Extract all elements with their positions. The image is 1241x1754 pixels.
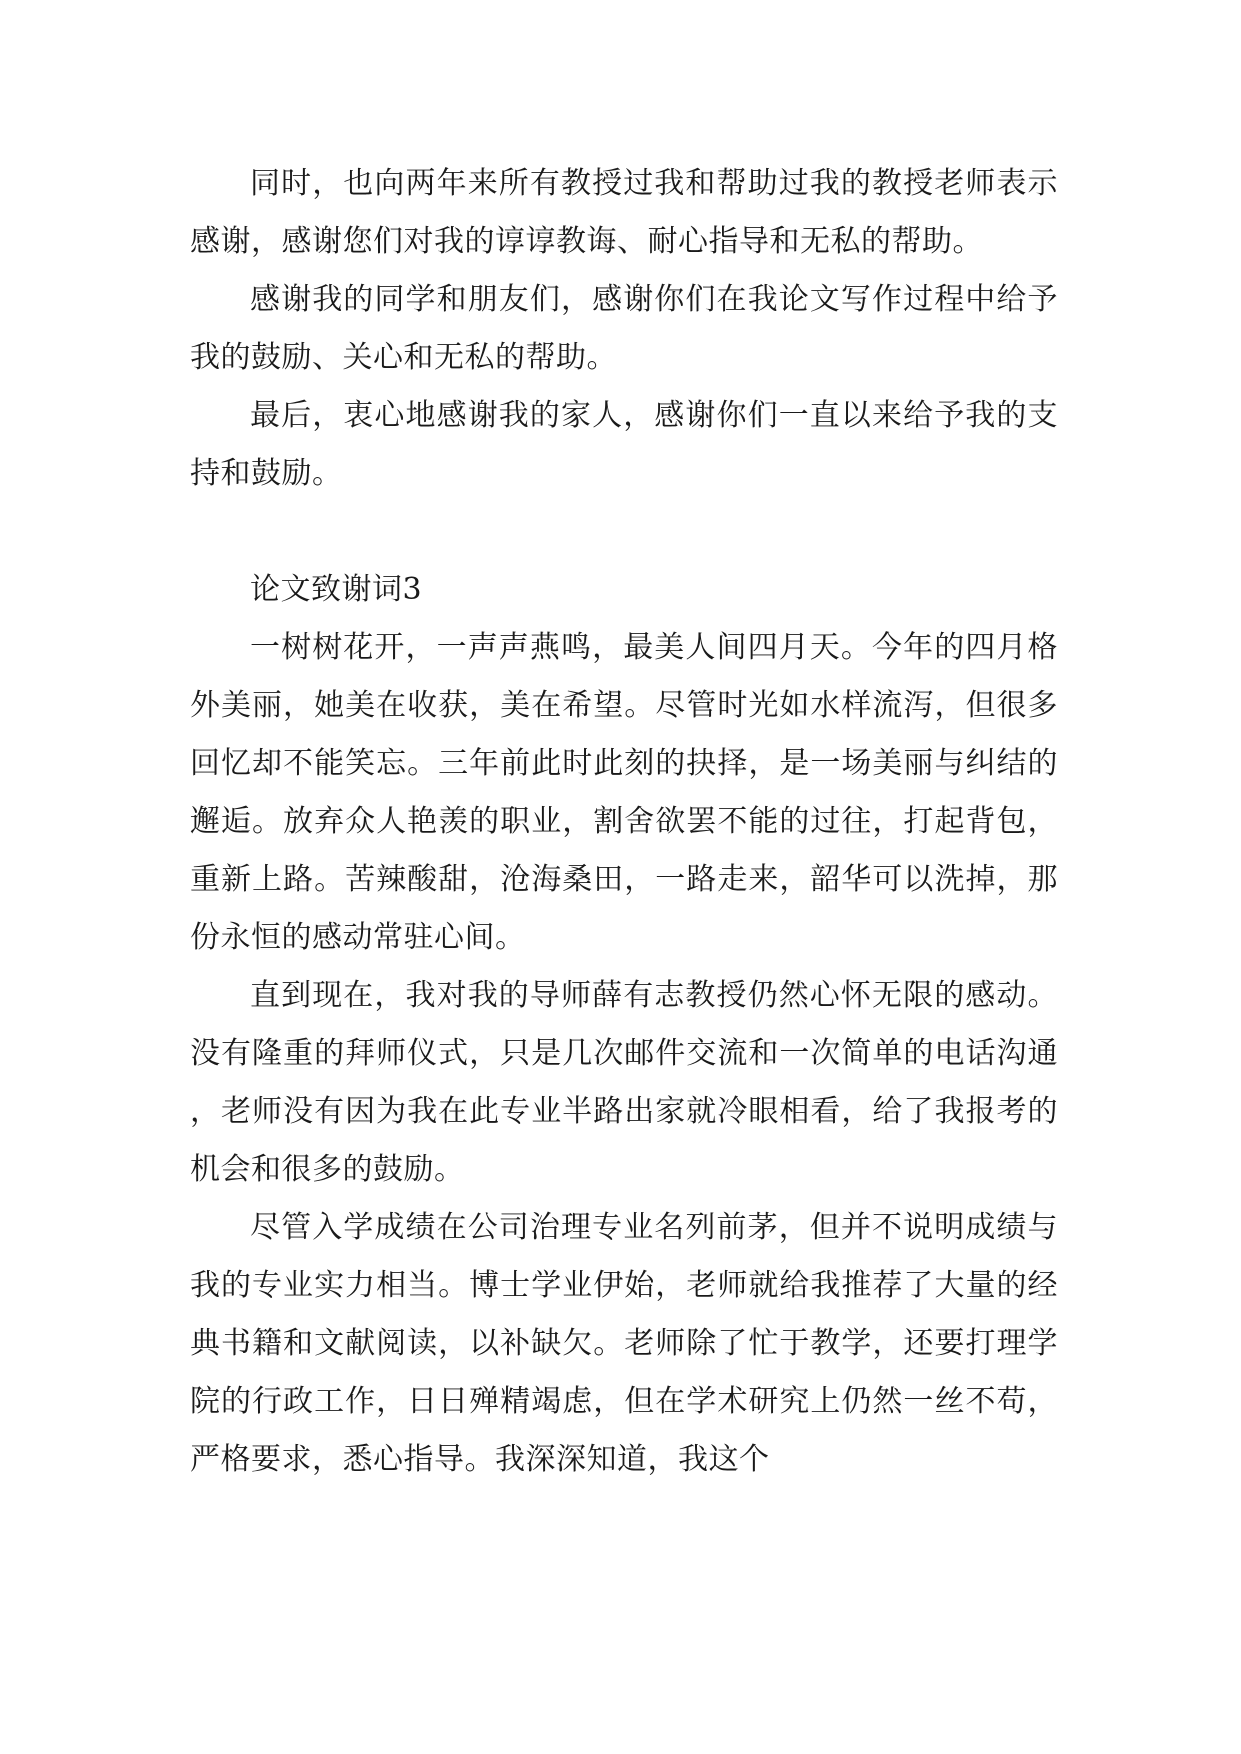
paragraph-advisor: 直到现在，我对我的导师薛有志教授仍然心怀无限的感动。没有隆重的拜师仪式，只是几次邮件交流和一次简单的电话沟通，老师没有因为我在此专业半路出家就冷眼相看，给了我报考的机会和很多的鼓励。	[190, 978, 1058, 1187]
paragraph-study: 尽管入学成绩在公司治理专业名列前茅，但并不说明成绩与我的专业实力相当。博士学业伊始，老师就给我推荐了大量的经典书籍和文献阅读，以补缺欠。老师除了忙于教学，还要打理学院的行政工作，日日殚精竭虑，但在学术研究上仍然一丝不苟，严格要求，悉心指导。我深深知道，我这个	[190, 1210, 1058, 1477]
section-heading: 论文致谢词3	[250, 572, 423, 607]
paragraph-april: 一树树花开，一声声燕鸣，最美人间四月天。今年的四月格外美丽，她美在收获，美在希望。尽管时光如水样流泻，但很多回忆却不能笑忘。三年前此时此刻的抉择，是一场美丽与纠结的邂逅。放弃众人艳羡的职业，割舍欲罢不能的过往，打起背包，重新上路。苦辣酸甜，沧海桑田，一路走来，韶华可以洗掉，那份永恒的感动常驻心间。	[190, 630, 1058, 955]
paragraph-thanks-teachers: 同时，也向两年来所有教授过我和帮助过我的教授老师表示感谢，感谢您们对我的谆谆教诲、耐心指导和无私的帮助。	[190, 166, 1058, 259]
document-body	[190, 155, 1058, 1489]
section-gap	[190, 503, 1058, 561]
paragraph-thanks-classmates: 感谢我的同学和朋友们，感谢你们在我论文写作过程中给予我的鼓励、关心和无私的帮助。	[190, 282, 1058, 375]
paragraph-thanks-family: 最后，衷心地感谢我的家人，感谢你们一直以来给予我的支持和鼓励。	[190, 398, 1058, 491]
